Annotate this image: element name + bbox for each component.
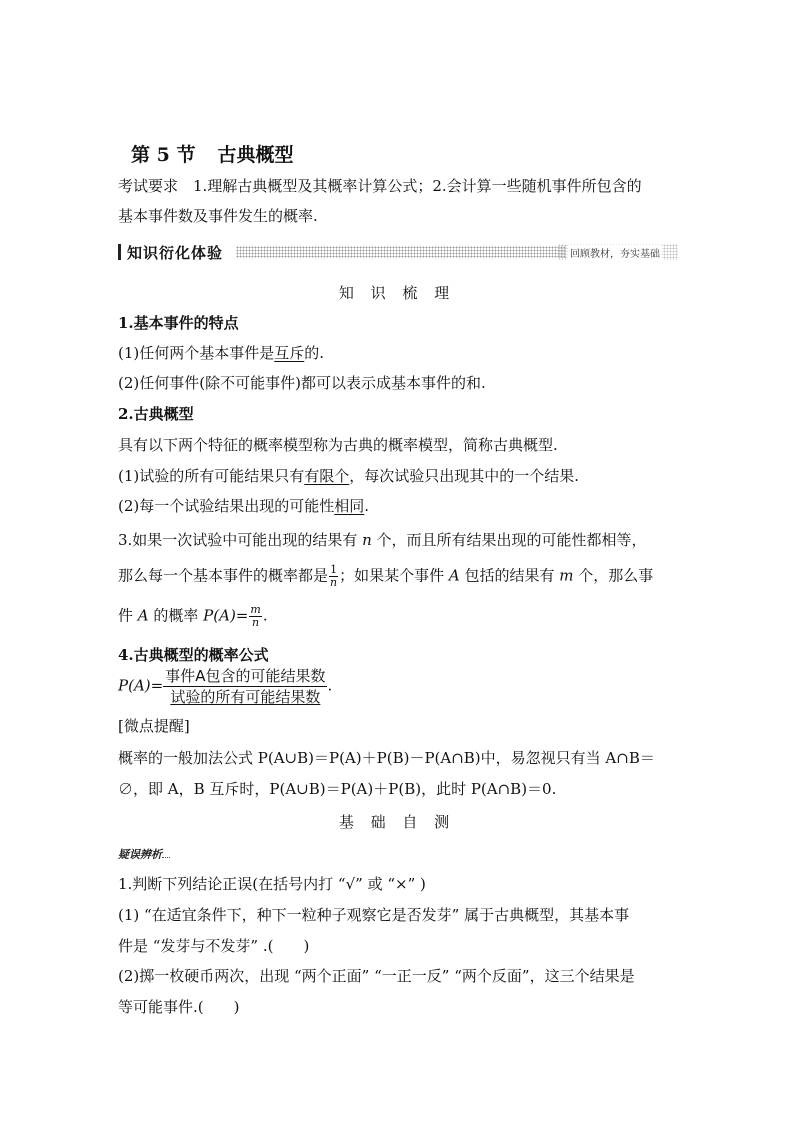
- p1-line2: (2)任何事件(除不可能事件)都可以表示成基本事件的和.: [118, 374, 486, 392]
- fraction-m-over-n: [249, 604, 261, 629]
- p3-line3-b: 的概率: [148, 606, 204, 625]
- fraction-denominator: n: [330, 576, 338, 589]
- p3-line2-a: 那么每一个基本事件的概率都是: [118, 566, 329, 585]
- p3-line3-end: .: [262, 606, 268, 625]
- p3-line1-b: 个，而且所有结果出现的可能性都相等，: [371, 531, 647, 549]
- section-bar-right: [558, 244, 678, 260]
- p2-line2-a: (2)每一个试验结果出现的可能性: [118, 497, 335, 515]
- p3-var-A: A: [448, 566, 460, 585]
- section-bar-dots: [236, 246, 566, 258]
- p1-line1-a: (1)任何两个基本事件是: [118, 344, 275, 362]
- probability-formula-fraction: [163, 666, 327, 707]
- p1-line1: [118, 343, 324, 363]
- p2-line2: [118, 496, 369, 516]
- formula-denominator: 试验的所有可能结果数: [170, 688, 321, 706]
- p4-formula: [118, 666, 332, 707]
- fraction-1-over-n: [329, 564, 338, 589]
- section-bar-mark: [118, 244, 121, 260]
- p4-end: .: [327, 676, 333, 695]
- tip-line1: 概率的一般加法公式 P(A∪B)＝P(A)＋P(B)－P(A∩B)中，易忽视只有当 A∩B＝: [118, 749, 655, 767]
- p2-line1-a: (1)试验的所有可能结果只有: [118, 467, 305, 485]
- fraction-numerator: 1: [330, 563, 338, 576]
- tag-error-analysis: [118, 846, 170, 862]
- p2-line1-b: ，每次试验只出现其中的一个结果.: [349, 467, 580, 485]
- section-name: 古典概型: [217, 144, 294, 166]
- p2-line2-underline: 相同: [334, 497, 365, 515]
- p3-line2-c: 包括的结果有: [459, 566, 560, 585]
- p3-line1: [118, 530, 647, 550]
- q1-s2-line1: (2)掷一枚硬币两次，出现 “两个正面” “一正一反” “两个反面”，这三个结果是: [118, 967, 635, 985]
- q1-s1-line2: 件是 “发芽与不发芽” .( ): [118, 937, 310, 955]
- p3-line2-b: ；如果某个事件: [339, 566, 449, 585]
- q1-s2-line2: 等可能事件.( ): [118, 998, 240, 1016]
- p3-var-m: m: [559, 566, 574, 585]
- q1-s1-line1: (1) “在适宜条件下，种下一粒种子观察它是否发芽” 属于古典概型，其基本事: [118, 906, 630, 924]
- formula-numerator: 事件A包含的可能结果数: [165, 667, 326, 685]
- p2-line1-underline: 有限个: [304, 467, 350, 485]
- section-bar-right-text: 回顾教材，夯实基础: [568, 245, 662, 260]
- p3-var-A2: A: [137, 606, 149, 625]
- section-number: 第 5 节: [131, 144, 196, 166]
- exam-requirement-line2: 基本事件数及事件发生的概率.: [118, 207, 318, 225]
- p2-line1: [118, 466, 579, 486]
- p3-line1-a: 3.如果一次试验中可能出现的结果有: [118, 531, 363, 549]
- p3-var-n: n: [362, 531, 372, 549]
- p2-title: 2.古典概型: [118, 405, 194, 423]
- fraction2-denominator: n: [252, 616, 260, 629]
- p2-line2-b: .: [364, 497, 370, 515]
- p4-PA: P(A)=: [118, 676, 164, 695]
- tag-text: 疑误辨析: [118, 848, 162, 861]
- heading-knowledge: 知 识 梳 理: [338, 284, 456, 302]
- p3-line3: [118, 604, 268, 629]
- p4-title: 4.古典概型的概率公式: [118, 646, 269, 664]
- tip-line2: ∅，即 A，B 互斥时，P(A∪B)＝P(A)＋P(B)，此时 P(A∩B)＝0.: [118, 780, 557, 798]
- section-bar-label: 知识衍化体验: [127, 244, 224, 262]
- p3-line3-a: 件: [118, 606, 138, 625]
- fraction2-numerator: m: [250, 603, 261, 616]
- p1-title: 1.基本事件的特点: [118, 314, 239, 332]
- p1-line1-underline: 互斥: [274, 344, 305, 362]
- heading-self-test: 基 础 自 测: [338, 813, 456, 831]
- exam-requirement-line1: 考试要求 1.理解古典概型及其概率计算公式；2.会计算一些随机事件所包含的: [118, 177, 642, 195]
- p3-PA: P(A)=: [203, 606, 249, 625]
- section-bar: [118, 242, 678, 262]
- p1-line1-b: 的.: [304, 344, 325, 362]
- section-title: [131, 140, 293, 167]
- q1-title: 1.判断下列结论正误(在括号内打 “√” 或 “×” ): [118, 875, 426, 893]
- p3-line2: [118, 564, 653, 589]
- p3-line2-d: 个，那么事: [573, 566, 654, 585]
- p2-intro: 具有以下两个特征的概率模型称为古典的概率模型，简称古典概型.: [118, 436, 558, 454]
- tip-label: [微点提醒]: [118, 717, 190, 735]
